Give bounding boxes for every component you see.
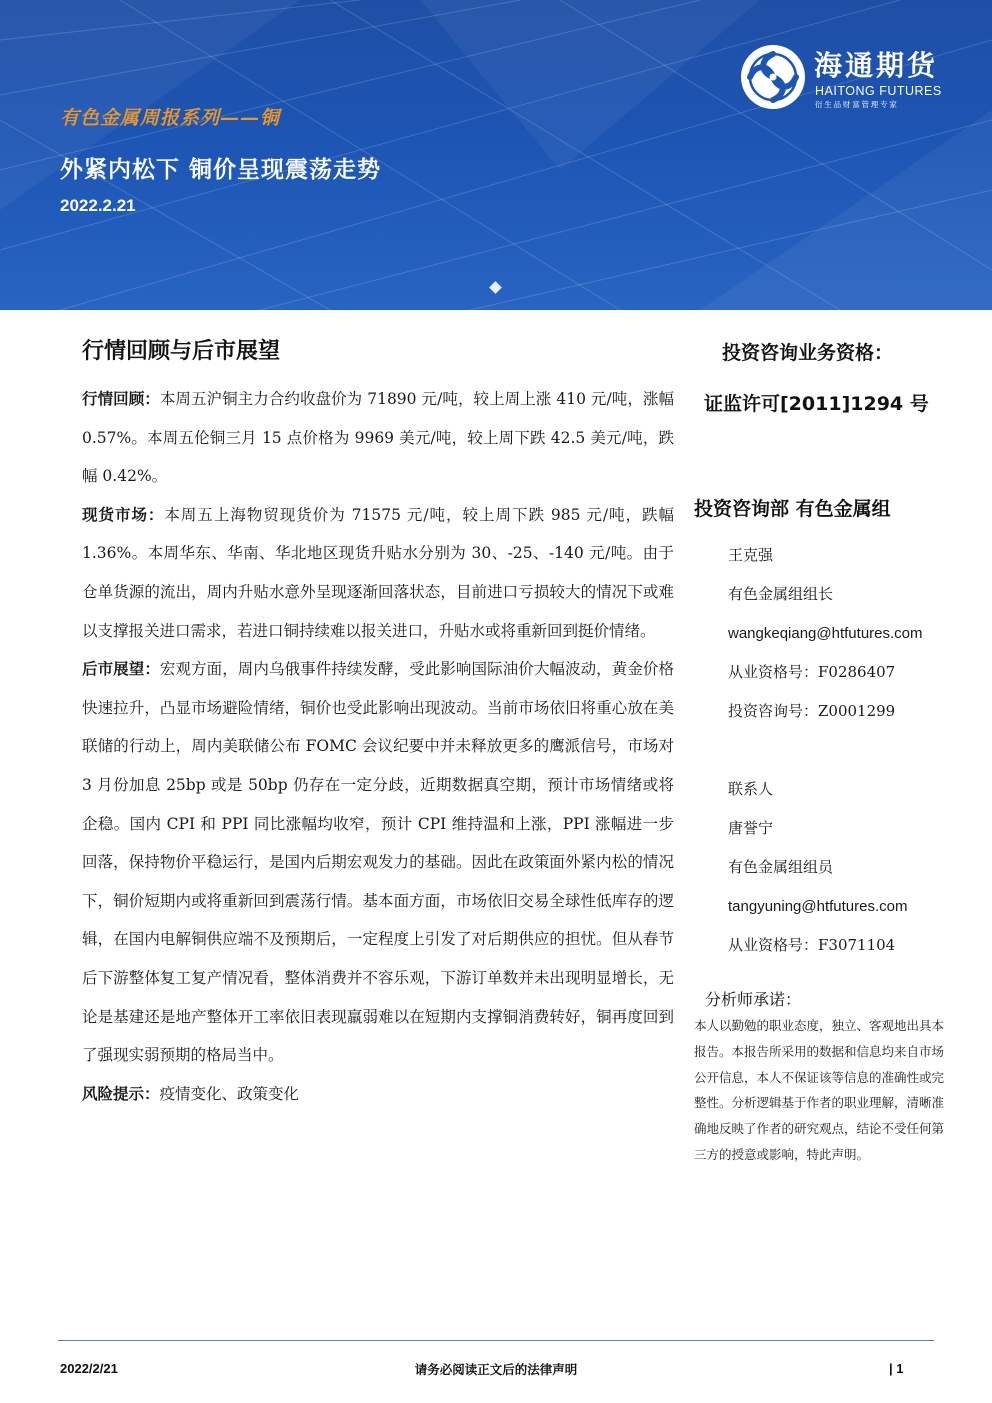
qualification-title: 投资咨询业务资格： xyxy=(722,342,894,364)
paragraph-label: 行情回顾： xyxy=(82,390,160,408)
risk-paragraph xyxy=(82,1075,674,1114)
footer-date: 2022/2/21 xyxy=(60,1361,118,1376)
haitong-logo xyxy=(738,42,953,117)
qualification-number: 证监许可[2011]1294 号 xyxy=(704,393,929,415)
logo-name-en: HAITONG FUTURES xyxy=(815,84,942,98)
contact-heading: 联系人 xyxy=(728,780,774,798)
outlook-paragraph xyxy=(82,650,674,1075)
analysis-body xyxy=(82,380,674,1113)
footer-divider xyxy=(58,1340,934,1341)
logo-name-cn: 海通期货 xyxy=(814,49,939,82)
report-title: 外紧内松下 铜价呈现震荡走势 xyxy=(60,156,382,183)
footer-legal-note: 请务必阅读正文后的法律声明 xyxy=(414,1362,578,1377)
paragraph-label: 后市展望： xyxy=(82,660,160,679)
department-title: 投资咨询部 有色金属组 xyxy=(694,498,891,520)
spacer xyxy=(728,731,923,770)
contact-practice-no: 从业资格号：F3071104 xyxy=(728,936,896,954)
paragraph-text: 宏观方面，周内乌俄事件持续发酵，受此影响国际油价大幅波动，黄金价格快速拉升，凸显市场避险情绪，铜价也受此影响出现波动。当前市场依旧将重心放在美联储的行动上，周内美联储公布 FOMC 会议纪要中并未释放更多的鹰派信号，市场对 3 月份加息 25bp 或是 50bp 仍存在一定分歧，近期数据真空期，预计市场情绪或将企稳。国内 CPI 和 PPI 同比涨幅均收窄，预计 CPI 维持温和上涨，PPI 涨幅进一步回落，保持物价平稳运行，是国内后期宏观发力的基础。因此在政策面外紧内松的情况下，铜价短期内或将重新回到震荡行情。基本面方面，市场依旧交易全球性低库存的逻辑，在国内电解铜供应端不及预期后，一定程度上引发了对后期供应的担忧。但从春节后下游整体复工复产情况看，整体消费并不容乐观，下游订单数并未出现明显增长，无论是基建还是地产整体开工率依旧表现羸弱难以在短期内支撑铜消费转好，铜再度回到了强现实弱预期的格局当中。 xyxy=(82,660,674,1065)
report-banner xyxy=(0,0,992,310)
contact-email: tangyuning@htfutures.com xyxy=(728,898,908,915)
analyst-pledge-title: 分析师承诺： xyxy=(705,990,802,1009)
section-title: 行情回顾与后市展望 xyxy=(82,338,281,364)
paragraph-label: 现货市场： xyxy=(82,505,165,524)
contact-name: 唐誉宁 xyxy=(728,819,774,837)
analyst-practice-no: 从业资格号：F0286407 xyxy=(728,663,896,681)
contact-role: 有色金属组组员 xyxy=(728,858,834,876)
report-date: 2022.2.21 xyxy=(60,196,136,215)
haitong-swirl-logo-icon xyxy=(738,42,808,112)
report-series: 有色金属周报系列——铜 xyxy=(60,107,281,129)
paragraph-text: 疫情变化、政策变化 xyxy=(159,1084,300,1103)
analyst-name: 王克强 xyxy=(728,546,774,564)
spot-market-paragraph xyxy=(82,496,674,650)
market-review-paragraph xyxy=(82,380,674,496)
team-contact-info xyxy=(728,536,923,965)
analyst-advisory-no: 投资咨询号：Z0001299 xyxy=(728,702,896,720)
logo-tagline: 衍生品财富管理专家 xyxy=(815,100,899,109)
analyst-email: wangkeqiang@htfutures.com xyxy=(728,625,923,642)
page-number: | 1 xyxy=(889,1361,904,1376)
analyst-pledge-text: 本人以勤勉的职业态度，独立、客观地出具本报告。本报告所采用的数据和信息均来自市场公开信息，本人不保证该等信息的准确性或完整性。分析逻辑基于作者的职业理解，清晰准确地反映了作者的研究观点，结论不受任何第三方的授意或影响，特此声明。 xyxy=(694,1018,945,1162)
analyst-role: 有色金属组组长 xyxy=(728,585,834,603)
paragraph-text: 本周五沪铜主力合约收盘价为 71890 元/吨，较上周上涨 410 元/吨，涨幅 0.57%。本周五伦铜三月 15 点价格为 9969 美元/吨，较上周下跌 42.5 美元/吨，跌幅 0.42%。 xyxy=(82,390,674,486)
paragraph-text: 本周五上海物贸现货价为 71575 元/吨，较上周下跌 985 元/吨，跌幅 1.36%。本周华东、华南、华北地区现货升贴水分别为 30、-25、-140 元/吨。由于仓单货源的流出，周内升贴水意外呈现逐渐回落状态，目前进口亏损较大的情况下或难以支撑报关进口需求，若进口铜持续难以报关进口，升贴水或将重新回到挺价情绪。 xyxy=(82,505,674,640)
paragraph-label: 风险提示： xyxy=(82,1084,160,1103)
